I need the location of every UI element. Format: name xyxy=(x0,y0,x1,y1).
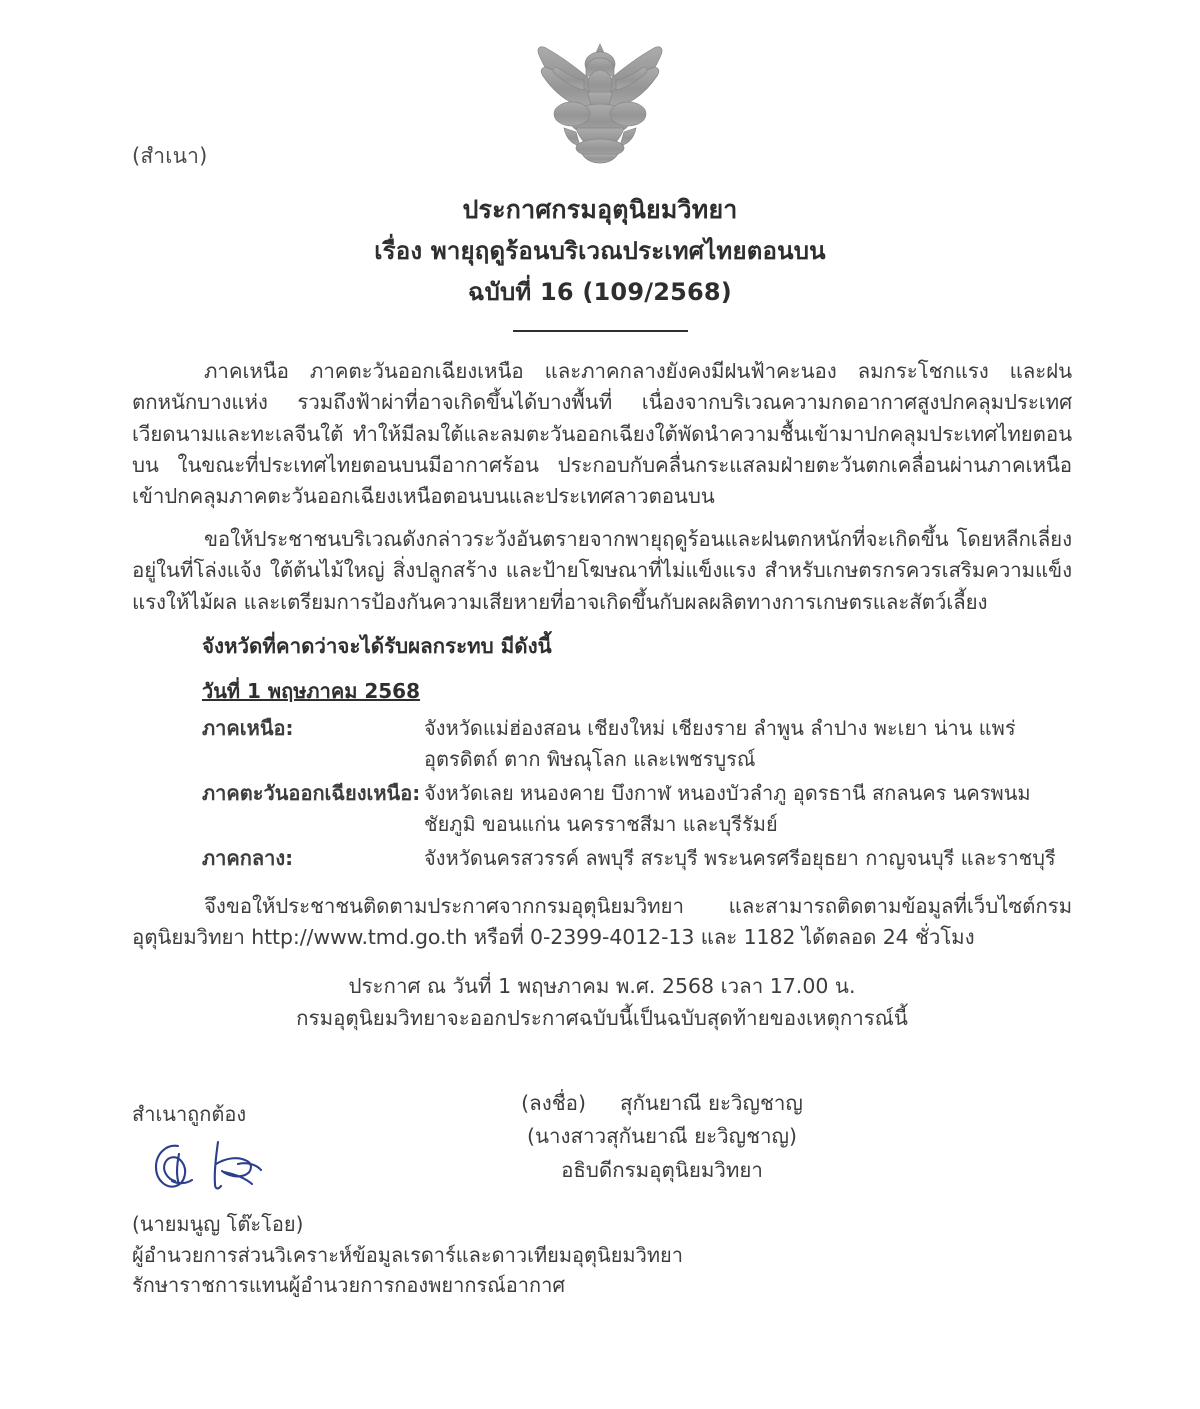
region-label-central: ภาคกลาง: xyxy=(202,845,294,870)
province-line: จังหวัดนครสวรรค์ ลพบุรี สระบุรี พระนครศรีอยุธยา กาญจนบุรี และราชบุรี xyxy=(424,845,1056,870)
document-body xyxy=(132,356,1072,1187)
paragraph-contact-info: จึงขอให้ประชาชนติดตามประกาศจากกรมอุตุนิยมวิทยา และสามารถติดตามข้อมูลที่เว็บไซต์กรมอุตุนิยมวิทยา http://www.tmd.go.th หรือที่ 0-2399-4012-13 และ 1182 ได้ตลอด 24 ชั่วโมง xyxy=(132,893,1072,950)
signer-name-parenthetical: (นางสาวสุกันยาณี ยะวิญชาญ) xyxy=(527,1124,797,1149)
signer-title: อธิบดีกรมอุตุนิยมวิทยา xyxy=(561,1157,763,1182)
certifier-name: (นายมนูญ โต๊ะโอย) xyxy=(132,1212,304,1236)
title-divider-container xyxy=(0,330,1200,332)
paragraph-weather-situation: ภาคเหนือ ภาคตะวันออกเฉียงเหนือ และภาคกลางยังคงมีฝนฟ้าคะนอง ลมกระโชกแรง และฝนตกหนักบางแห่ง รวมถึงฟ้าผ่าที่อาจเกิดขึ้นได้บางพื้นที่ เนื่องจากบริเวณความกดอากาศสูงปกคลุมประเทศเวียดนามและทะเลจีนใต้ ทำให้มีลมใต้และลมตะวันออกเฉียงใต้พัดนำความชื้นเข้ามาปกคลุมประเทศไทยตอนบน ในขณะที่ประเทศไทยตอนบนมีอากาศร้อน ประกอบกับคลื่นกระแสลมฝ่ายตะวันตกเคลื่อนผ่านภาคเหนือเข้าปกคลุมภาคตะวันออกเฉียงเหนือตอนบนและประเทศลาวตอนบน xyxy=(132,359,1072,509)
certifier-title-line-1: ผู้อำนวยการส่วนวิเคราะห์ข้อมูลเรดาร์และดาวเทียมอุตุนิยมวิทยา xyxy=(132,1243,683,1267)
province-line: จังหวัดแม่ฮ่องสอน เชียงใหม่ เชียงราย ลำพูน ลำปาง พะเยา น่าน แพร่ xyxy=(424,715,1016,740)
announcement-block xyxy=(132,970,1072,1036)
certification-block xyxy=(132,1098,752,1301)
certifier-title-line-2: รักษาราชการแทนผู้อำนวยการกองพยากรณ์อากาศ xyxy=(132,1273,566,1298)
announcement-final-notice: กรมอุตุนิยมวิทยาจะออกประกาศฉบับนี้เป็นฉบับสุดท้ายของเหตุการณ์นี้ xyxy=(296,1006,908,1031)
copy-mark: (สำเนา) xyxy=(132,144,208,168)
certification-label: สำเนาถูกต้อง xyxy=(132,1102,247,1126)
page-title: ประกาศกรมอุตุนิยมวิทยา xyxy=(462,195,738,224)
region-label-northeast: ภาคตะวันออกเฉียงเหนือ: xyxy=(202,780,421,805)
document-issue-number: ฉบับที่ 16 (109/2568) xyxy=(468,278,732,307)
table-row xyxy=(202,778,1070,843)
document-title-block xyxy=(0,188,1200,314)
title-divider xyxy=(513,330,688,332)
impact-heading: จังหวัดที่คาดว่าจะได้รับผลกระทบ มีดังนี้ xyxy=(202,633,552,658)
affected-regions-table xyxy=(202,713,1070,877)
garuda-emblem xyxy=(520,28,680,168)
effective-date: วันที่ 1 พฤษภาคม 2568 xyxy=(202,678,421,703)
paragraph-public-warning: ขอให้ประชาชนบริเวณดังกล่าวระวังอันตรายจากพายุฤดูร้อนและฝนตกหนักที่จะเกิดขึ้น โดยหลีกเลี่ยงอยู่ในที่โล่งแจ้ง ใต้ต้นไม้ใหญ่ สิ่งปลูกสร้าง และป้ายโฆษณาที่ไม่แข็งแรง สำหรับเกษตรกรควรเสริมความแข็งแรงให้ไม้ผล และเตรียมการป้องกันความเสียหายที่อาจเกิดขึ้นกับผลผลิตทางการเกษตรและสัตว์เลี้ยง xyxy=(132,526,1072,614)
region-provinces-northeast xyxy=(424,778,1070,843)
region-provinces-central xyxy=(424,843,1070,877)
province-line: ชัยภูมิ ขอนแก่น นครราชสีมา และบุรีรัมย์ xyxy=(424,811,778,836)
announcement-datetime: ประกาศ ณ วันที่ 1 พฤษภาคม พ.ศ. 2568 เวลา 17.00 น. xyxy=(348,973,856,998)
table-row xyxy=(202,713,1070,778)
province-line: อุตรดิตถ์ ตาก พิษณุโลก และเพชรบูรณ์ xyxy=(424,746,756,771)
table-row xyxy=(202,843,1070,877)
document-subject: เรื่อง พายุฤดูร้อนบริเวณประเทศไทยตอนบน xyxy=(374,237,826,265)
handwritten-signature xyxy=(148,1134,288,1200)
signer-name: สุกันยาณี ยะวิญชาญ xyxy=(619,1091,803,1116)
province-line: จังหวัดเลย หนองคาย บึงกาฬ หนองบัวลำภู อุดรธานี สกลนคร นครพนม xyxy=(424,780,1031,805)
region-label-north: ภาคเหนือ: xyxy=(202,715,294,740)
region-provinces-north xyxy=(424,713,1070,778)
signature-label: (ลงชื่อ) xyxy=(521,1091,586,1116)
